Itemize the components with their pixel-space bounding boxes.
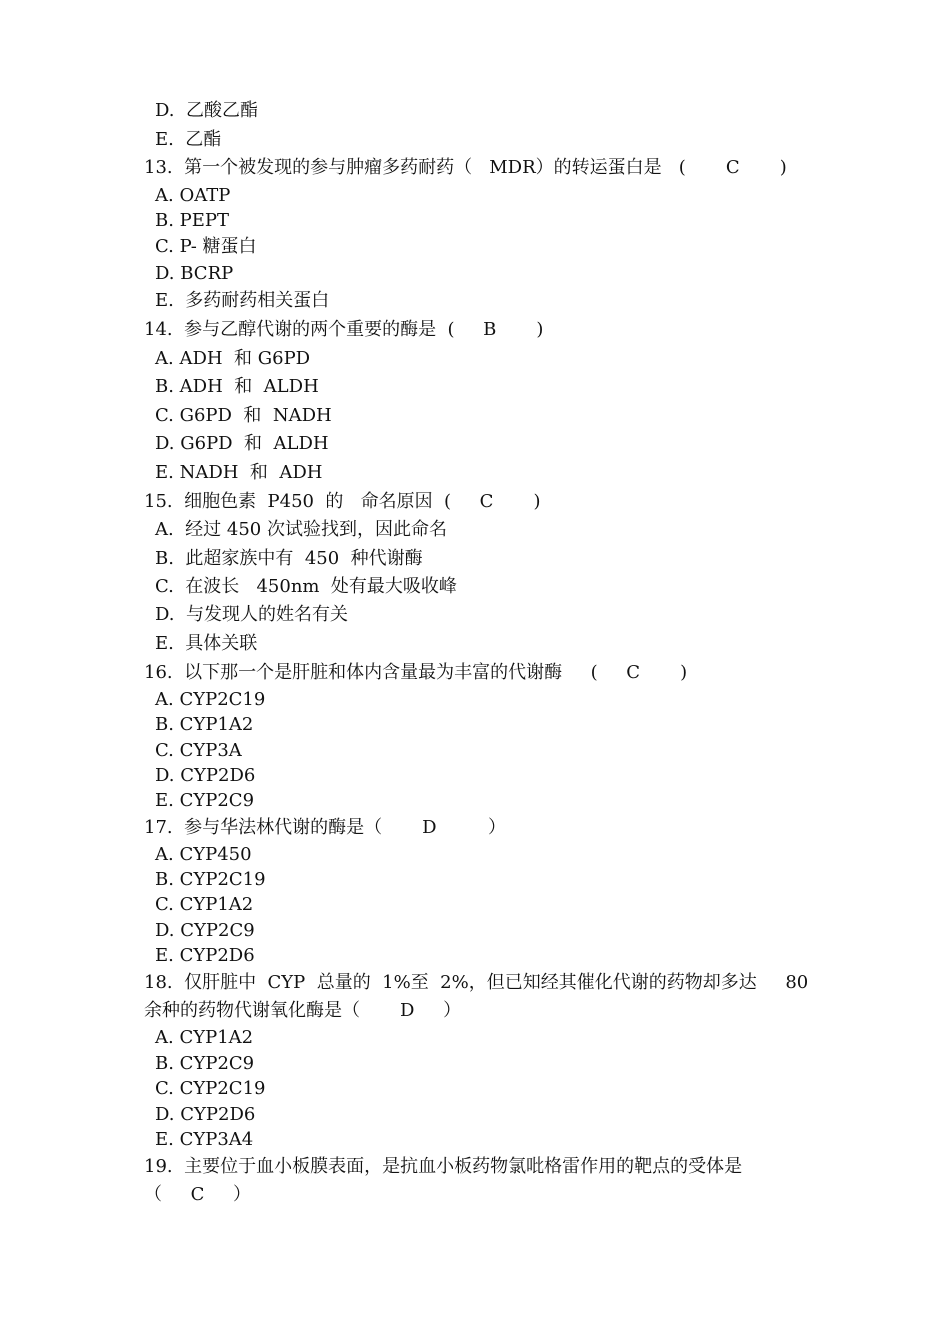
option-line: C. CYP3A bbox=[155, 740, 242, 761]
question-stem: 18. 仅肝脏中 CYP 总量的 1%至 2%，但已知经其催化代谢的药物却多达 80 bbox=[144, 972, 809, 993]
option-line: E. CYP2C9 bbox=[155, 790, 255, 811]
option-line: E. 多药耐药相关蛋白 bbox=[155, 290, 330, 311]
option-line: C. G6PD 和 NADH bbox=[155, 405, 332, 426]
option-line: A. CYP450 bbox=[155, 844, 252, 865]
option-line: B. CYP1A2 bbox=[155, 714, 254, 735]
question-stem-continuation: 余种的药物代谢氧化酶是（ D ） bbox=[144, 1000, 462, 1021]
question-stem: 16. 以下那一个是肝脏和体内含量最为丰富的代谢酶 ( C ) bbox=[144, 662, 688, 683]
question-stem: 17. 参与华法林代谢的酶是（ D ） bbox=[144, 817, 507, 838]
option-line: D. CYP2C9 bbox=[155, 920, 255, 941]
option-line: C. P- 糖蛋白 bbox=[155, 236, 257, 257]
option-line: A. 经过 450 次试验找到，因此命名 bbox=[155, 519, 447, 540]
question-stem-continuation: （ C ） bbox=[144, 1184, 251, 1205]
option-line: E. 具体关联 bbox=[155, 633, 258, 654]
option-line: A. ADH 和 G6PD bbox=[155, 348, 311, 369]
option-line: E. CYP2D6 bbox=[155, 945, 255, 966]
option-line: C. 在波长 450nm 处有最大吸收峰 bbox=[155, 576, 457, 597]
option-line: A. OATP bbox=[155, 185, 231, 206]
option-line: C. CYP2C19 bbox=[155, 1078, 266, 1099]
option-line: D. 与发现人的姓名有关 bbox=[155, 604, 348, 625]
option-line: B. CYP2C19 bbox=[155, 869, 266, 890]
option-line: B. 此超家族中有 450 种代谢酶 bbox=[155, 548, 423, 569]
option-line: A. CYP1A2 bbox=[155, 1027, 254, 1048]
option-line: D. 乙酸乙酯 bbox=[155, 100, 258, 121]
option-line: B. CYP2C9 bbox=[155, 1053, 255, 1074]
option-line: D. G6PD 和 ALDH bbox=[155, 433, 329, 454]
option-line: D. CYP2D6 bbox=[155, 1104, 256, 1125]
option-line: E. CYP3A4 bbox=[155, 1129, 254, 1150]
option-line: B. ADH 和 ALDH bbox=[155, 376, 319, 397]
option-line: D. BCRP bbox=[155, 263, 234, 284]
question-stem: 14. 参与乙醇代谢的两个重要的酶是 ( B ) bbox=[144, 319, 544, 340]
question-stem: 13. 第一个被发现的参与肿瘤多药耐药（ MDR）的转运蛋白是 ( C ) bbox=[144, 157, 787, 178]
option-line: E. 乙酯 bbox=[155, 129, 222, 150]
option-line: D. CYP2D6 bbox=[155, 765, 256, 786]
question-stem: 19. 主要位于血小板膜表面，是抗血小板药物氯吡格雷作用的靶点的受体是 bbox=[144, 1156, 743, 1177]
option-line: E. NADH 和 ADH bbox=[155, 462, 323, 483]
question-stem: 15. 细胞色素 P450 的 命名原因 ( C ) bbox=[144, 491, 541, 512]
option-line: A. CYP2C19 bbox=[155, 689, 266, 710]
option-line: C. CYP1A2 bbox=[155, 894, 254, 915]
option-line: B. PEPT bbox=[155, 210, 230, 231]
